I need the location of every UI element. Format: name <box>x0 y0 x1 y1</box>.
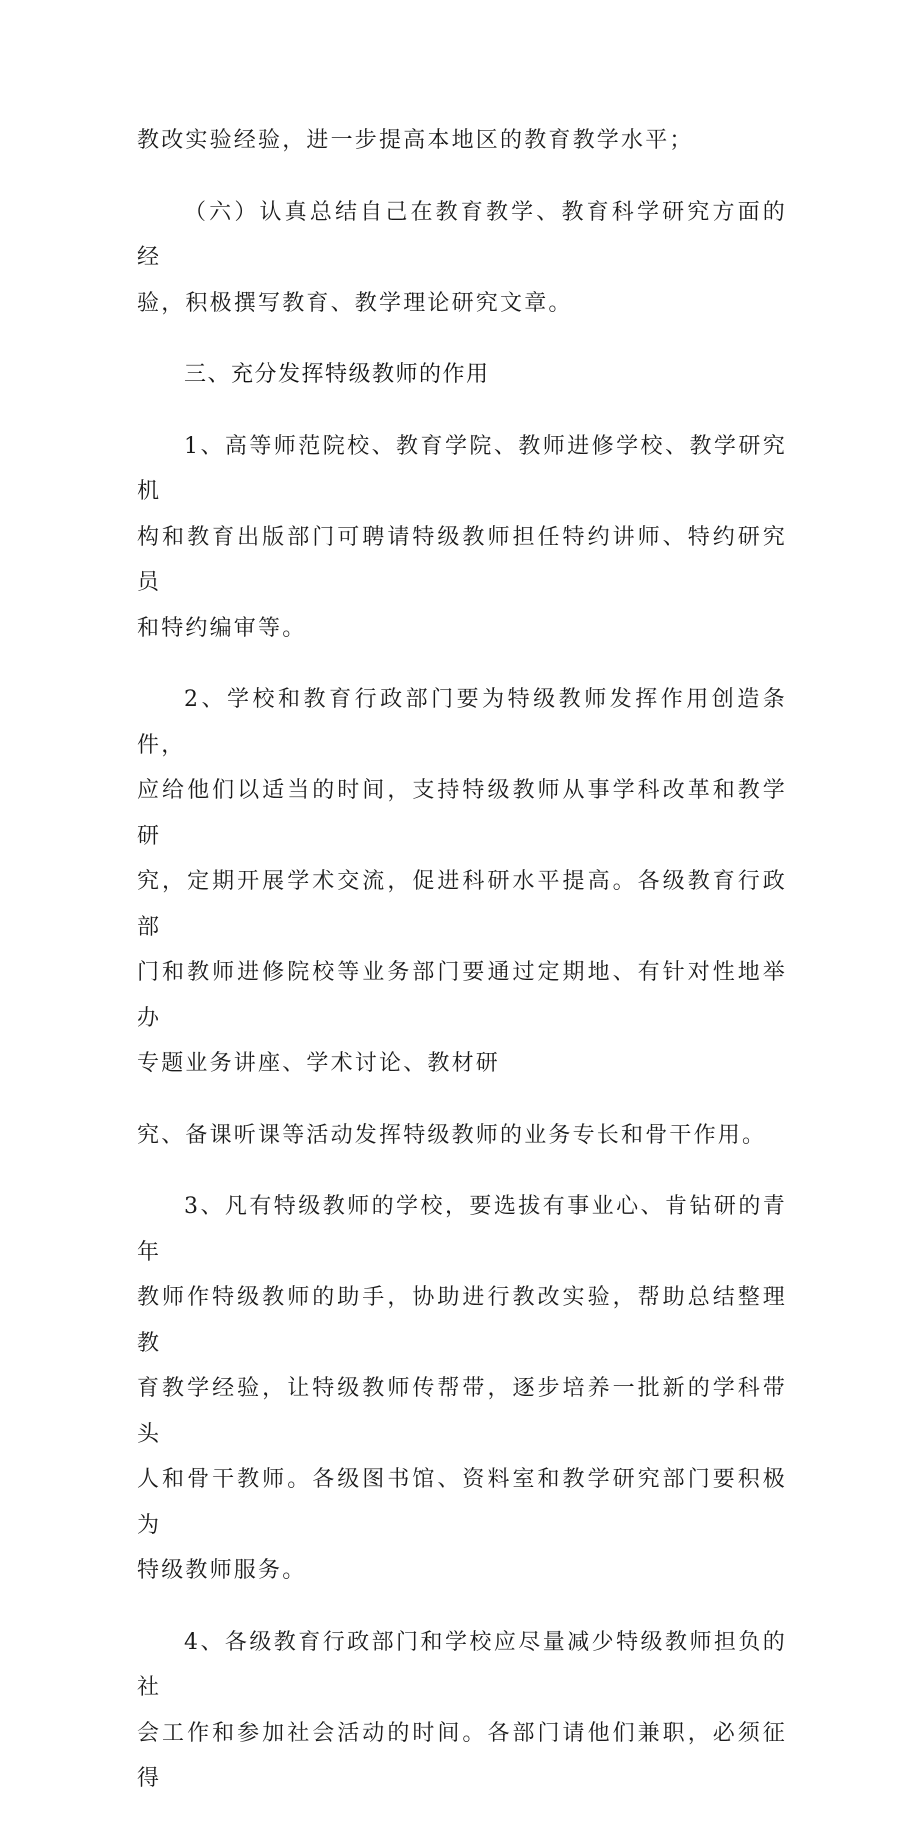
paragraph-point-3 <box>137 1184 787 1594</box>
text-line: 育教学经验，让特级教师传帮带，逐步培养一批新的学科带头 <box>137 1376 787 1447</box>
text-line: 和特约编审等。 <box>137 615 307 641</box>
document-body <box>137 118 787 1828</box>
text-line: 验，积极撰写教育、教学理论研究文章。 <box>137 290 573 316</box>
paragraph-point-2 <box>137 677 787 1087</box>
text-line: （六）认真总结自己在教育教学、教育科学研究方面的经 <box>137 199 787 270</box>
text-line: 2、学校和教育行政部门要为特级教师发挥作用创造条件， <box>137 687 787 758</box>
text-line: 人和骨干教师。各级图书馆、资料室和教学研究部门要积极为 <box>137 1467 787 1538</box>
text-line: 4、各级教育行政部门和学校应尽量减少特级教师担负的社 <box>137 1629 787 1700</box>
text-line: 特级教师服务。 <box>137 1558 307 1583</box>
paragraph-point-1 <box>137 424 787 652</box>
text-line: 教师作特级教师的助手，协助进行教改实验，帮助总结整理教 <box>137 1285 787 1356</box>
text-line: 会工作和参加社会活动的时间。各部门请他们兼职，必须征得 <box>137 1720 787 1791</box>
paragraph-point-4 <box>137 1620 787 1802</box>
text-line: 构和教育出版部门可聘请特级教师担任特约讲师、特约研究员 <box>137 524 787 595</box>
text-line: 教改实验经验，进一步提高本地区的教育教学水平； <box>137 128 694 153</box>
paragraph-point-2-continuation <box>137 1113 787 1159</box>
text-line: 1、高等师范院校、教育学院、教师进修学校、教学研究机 <box>137 433 787 504</box>
text-line: 门和教师进修院校等业务部门要通过定期地、有针对性地举办 <box>137 960 787 1031</box>
text-line: 3、凡有特级教师的学校，要选拔有事业心、肯钻研的青年 <box>137 1194 787 1265</box>
text-line: 究、备课听课等活动发挥特级教师的业务专长和骨干作用。 <box>137 1122 767 1148</box>
paragraph-item-six <box>137 190 787 327</box>
text-line: 专题业务讲座、学术讨论、教材研 <box>137 1051 501 1076</box>
text-line: 究，定期开展学术交流，促进科研水平提高。各级教育行政部 <box>137 869 787 940</box>
paragraph-continuation-top <box>137 118 787 164</box>
section-heading: 三、充分发挥特级教师的作用 <box>184 362 490 387</box>
text-line: 应给他们以适当的时间，支持特级教师从事学科改革和教学研 <box>137 778 787 849</box>
